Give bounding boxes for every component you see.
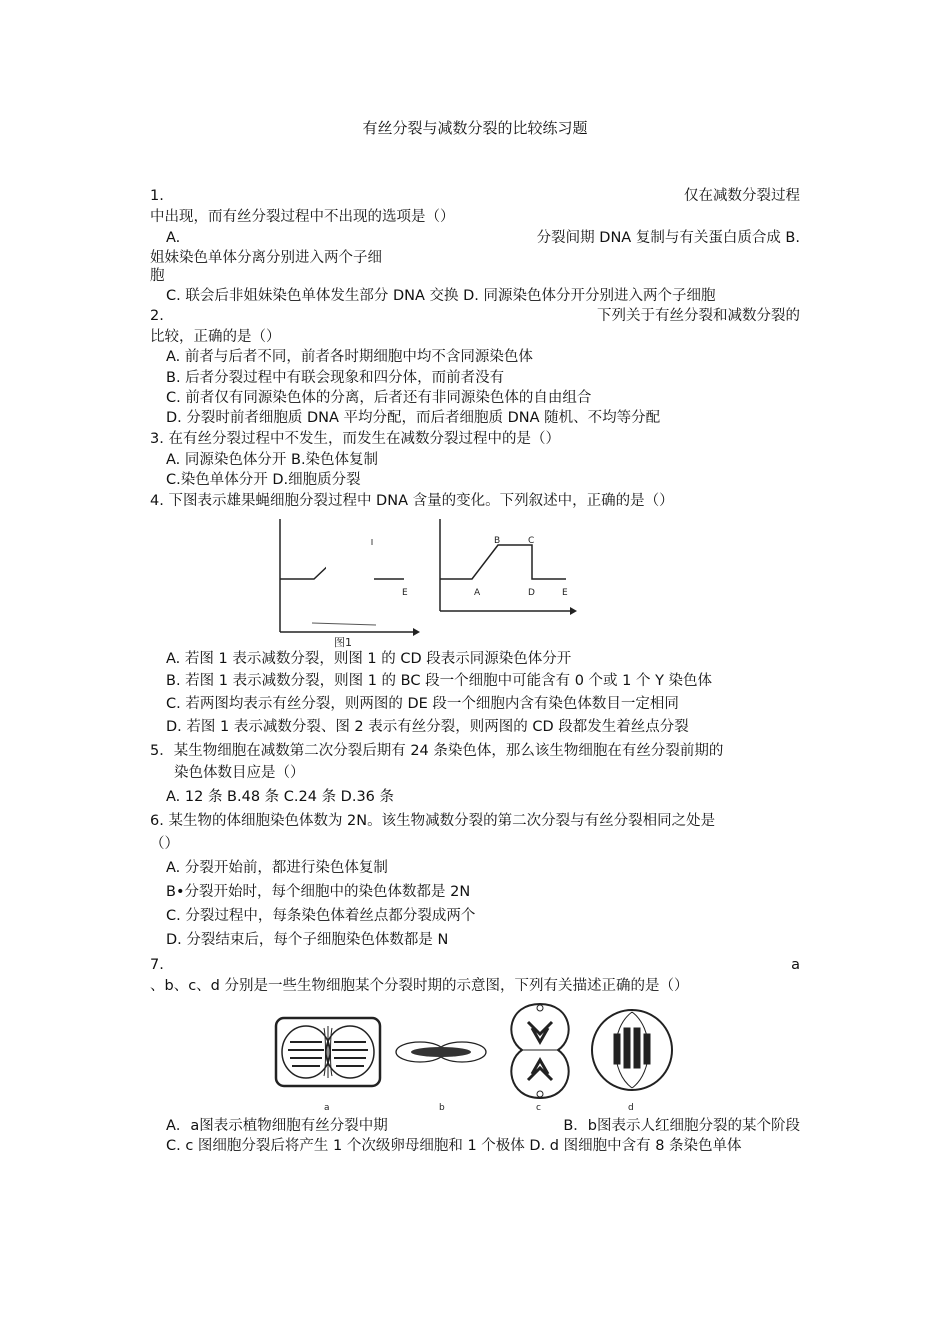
cell-d-chromosome-1: [614, 1034, 620, 1064]
q6-stem-cont: （）: [150, 836, 179, 852]
q2-option-a: A. 前者与后者不同，前者各时期细胞中均不含同源染色体: [166, 349, 533, 365]
q3-options-cd: C.染色单体分开 D.细胞质分裂: [166, 472, 361, 488]
cell-c-membrane: [511, 1004, 568, 1098]
q1-option-b: 姐妹染色单体分离分别进入两个子细: [150, 250, 382, 266]
cell-d-label: d: [628, 1103, 634, 1112]
q1-options-cd: C. 联会后非姐妹染色单体发生部分 DNA 交换 D. 同源染色体分开分别进入两个子细胞: [166, 288, 716, 304]
cell-b-core: [411, 1047, 471, 1057]
cell-b-label: b: [439, 1103, 445, 1112]
cell-a-label: a: [324, 1103, 330, 1112]
q2-option-c: C. 前者仅有同源染色体的分离，后者还有非同源染色体的自由组合: [166, 390, 592, 406]
graph-2-label-a: A: [474, 588, 481, 598]
q4-option-b: B. 若图 1 表示减数分裂，则图 1 的 BC 段一个细胞中可能含有 0 个或 1 个 Y 染色体: [166, 673, 713, 689]
cell-d-chromosome-4: [644, 1034, 650, 1064]
q7-option-a: A．a图表示植物细胞有丝分裂中期: [166, 1118, 388, 1134]
q7-options-cd: C. c 图细胞分裂后将产生 1 个次级卵母细胞和 1 个极体 D. d 图细胞中含有 8 条染色单体: [166, 1138, 742, 1154]
q1-option-a: 分裂间期 DNA 复制与有关蛋白质合成 B.: [536, 230, 800, 246]
q5-stem: 5．某生物细胞在减数第二次分裂后期有 24 条染色体，那么该生物细胞在有丝分裂前期的: [150, 743, 724, 759]
cell-d-membrane: [592, 1010, 672, 1090]
q5-stem-cont: 染色体数目应是（）: [174, 765, 305, 781]
q1-number: 1.: [150, 188, 164, 204]
graph-2-arrow: [570, 607, 577, 615]
q4-option-c: C. 若两图均表示有丝分裂，则两图的 DE 段一个细胞内含有染色体数目一定相同: [166, 696, 679, 712]
q7-stem-cont: 、b、c、d 分别是一些生物细胞某个分裂时期的示意图，下列有关描述正确的是（）: [150, 978, 689, 994]
cell-c-chromosomes-top: [528, 1022, 552, 1042]
cell-c-label: c: [536, 1103, 541, 1112]
q2-stem-cont: 比较，正确的是（）: [150, 329, 281, 345]
cell-a: [276, 1018, 380, 1086]
q6-stem: 6. 某生物的体细胞染色体数为 2N。该生物减数分裂的第二次分裂与有丝分裂相同之处是: [150, 813, 716, 829]
q1-option-b-cont: 胞: [150, 268, 165, 284]
q6-option-a: A. 分裂开始前，都进行染色体复制: [166, 860, 388, 876]
q7-option-b: B．b图表示人红细胞分裂的某个阶段: [563, 1118, 800, 1134]
q7-cell-division-figure: [270, 998, 680, 1112]
cell-c: [511, 1004, 568, 1098]
graph-1-label-e: E: [402, 588, 408, 598]
q4-option-d: D. 若图 1 表示减数分裂、图 2 表示有丝分裂，则两图的 CD 段都发生着丝点分裂: [166, 719, 689, 735]
graph-2-label-c: C: [528, 536, 535, 546]
cell-d: [592, 1010, 672, 1090]
cell-a-plate: [324, 1026, 332, 1078]
graph-2: [440, 519, 577, 615]
graph-1-obscured-area: [326, 543, 372, 629]
graph-2-label-e: E: [562, 588, 568, 598]
q1-stem-cont: 中出现，而有丝分裂过程中不出现的选项是（）: [150, 209, 455, 225]
graph-2-label-d: D: [528, 588, 535, 598]
q5-options: A. 12 条 B.48 条 C.24 条 D.36 条: [166, 789, 395, 805]
cell-b: [396, 1042, 486, 1062]
cell-d-chromosome-2: [624, 1028, 630, 1068]
q2-option-d: D. 分裂时前者细胞质 DNA 平均分配，而后者细胞质 DNA 随机、不均等分配: [166, 410, 661, 426]
q4-dna-graphs-figure: [270, 515, 590, 650]
graph-2-dna-line: [440, 545, 566, 579]
page-title: 有丝分裂与减数分裂的比较练习题: [362, 119, 588, 137]
q7-number: 7.: [150, 957, 164, 973]
q2-number: 2.: [150, 308, 164, 324]
cell-a-chromosomes-right: [332, 1042, 368, 1066]
cell-c-chromosomes-bottom: [528, 1060, 552, 1080]
q6-option-b: B•分裂开始时，每个细胞中的染色体数都是 2N: [166, 884, 471, 900]
graph-2-label-b: B: [494, 536, 501, 546]
q1-stem-start: 仅在减数分裂过程: [684, 188, 800, 204]
graph-1-arrow: [413, 628, 420, 636]
cell-d-chromosome-3: [634, 1028, 640, 1068]
cell-c-centriole-top: [537, 1005, 543, 1011]
graph-1-caption: 图1: [334, 636, 352, 649]
cell-a-nucleus-left: [282, 1026, 330, 1078]
q2-option-b: B. 后者分裂过程中有联会现象和四分体，而前者没有: [166, 370, 505, 386]
q2-stem-start: 下列关于有丝分裂和减数分裂的: [597, 308, 800, 324]
q6-option-c: C. 分裂过程中，每条染色体着丝点都分裂成两个: [166, 908, 476, 924]
q6-option-d: D. 分裂结束后，每个子细胞染色体数都是 N: [166, 932, 449, 948]
q1-option-a-label: A.: [166, 230, 181, 246]
q3-stem: 3. 在有丝分裂过程中不发生，而发生在减数分裂过程中的是（）: [150, 431, 560, 447]
q7-stem-start: a: [791, 957, 800, 973]
q3-options-ab: A. 同源染色体分开 B.染色体复制: [166, 452, 379, 468]
q4-stem: 4. 下图表示雄果蝇细胞分裂过程中 DNA 含量的变化。下列叙述中，正确的是（）: [150, 493, 674, 509]
cell-c-centriole-bottom: [537, 1091, 543, 1097]
cell-a-nucleus-right: [326, 1026, 374, 1078]
cell-a-chromosomes-left: [288, 1042, 324, 1066]
q4-option-a: A. 若图 1 表示减数分裂，则图 1 的 CD 段表示同源染色体分开: [166, 651, 572, 667]
